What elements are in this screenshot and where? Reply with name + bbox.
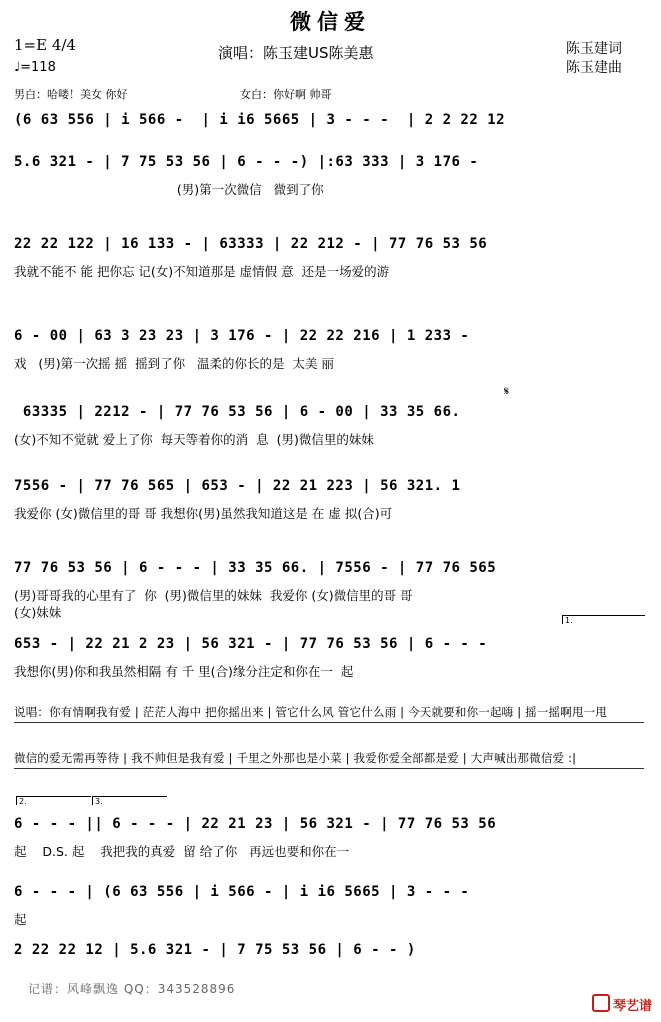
logo-icon	[592, 994, 610, 1012]
lyric-line: 我爱你 (女)微信里的哥 哥 我想你(男)虽然我知道这是 在 虚 拟(合)可	[14, 506, 393, 521]
volta-3: 3.	[92, 796, 167, 805]
lyric-line-female: (女)妹妹	[14, 605, 62, 620]
lyric-line: (男)哥哥我的心里有了 你 (男)微信里的妹妹 我爱你 (女)微信里的哥 哥	[14, 588, 413, 603]
score-system-6	[14, 478, 646, 521]
volta-1: 1.	[562, 615, 645, 624]
score-system-7	[14, 560, 646, 620]
score-system-5	[14, 404, 646, 447]
notation-line: 7556 - | 77 76 565 | 653 - | 22 21 223 | 56 321. 1	[14, 478, 461, 494]
lyric-line: 戏 (男)第一次摇 摇 摇到了你 温柔的你长的是 太美 丽	[14, 356, 334, 371]
lyricist-credit: 陈玉建词	[566, 41, 622, 57]
notation-line: (6 63 556 | i 566 - | i i6 5665 | 3 - - - | 2 2 22 12	[14, 112, 506, 128]
notation-line: 2 22 22 12 | 5.6 321 - | 7 75 53 56 | 6 - - )	[14, 942, 416, 958]
composer-credit: 陈玉建曲	[566, 60, 622, 76]
site-logo	[592, 994, 652, 1014]
singer-credit: 演唱：陈玉建US陈美惠	[218, 44, 374, 62]
female-spoken-intro: 女白：你好啊 帅哥	[240, 88, 332, 101]
notation-line: 6 - - - || 6 - - - | 22 21 23 | 56 321 - | 77 76 53 56	[14, 816, 497, 832]
segno-sign: 𝄋	[504, 384, 510, 398]
score-system-9	[14, 816, 646, 859]
lyric-line: 我想你(男)你和我虽然相隔 有 千 里(合)缘分注定和你在一 起	[14, 664, 354, 679]
rap-line-2: 微信的爱无需再等待 | 我不帅但是我有爱 | 千里之外那也是小菜 | 我爱你爱全部都是爱 | 大声喊出那微信爱 :|	[14, 751, 577, 765]
score-system-4	[14, 328, 646, 371]
notation-line: 653 - | 22 21 2 23 | 56 321 - | 77 76 53 56 | 6 - - -	[14, 636, 488, 652]
lyric-line: 我就不能不 能 把你忘 记(女)不知道那是 虚情假 意 还是一场爱的游	[14, 264, 390, 279]
lyric-line: 起	[14, 912, 27, 927]
lyric-line: 起 D.S. 起 我把我的真爱 留 给了你 再远也要和你在一	[14, 844, 350, 859]
notation-line: 77 76 53 56 | 6 - - - | 33 35 66. | 7556 - | 77 76 565	[14, 560, 497, 576]
key-signature: 1=E 4/4	[14, 36, 76, 54]
volta-2: 2.	[16, 796, 91, 805]
lyric-line: (女)不知不觉就 爱上了你 每天等着你的消 息 (男)微信里的妹妹	[14, 432, 374, 447]
score-system-2	[14, 154, 646, 197]
score-system-3	[14, 236, 646, 279]
rap-divider	[14, 768, 644, 769]
rap-divider	[14, 722, 644, 723]
notation-line: 6 - 00 | 63 3 23 23 | 3 176 - | 22 22 216 | 1 233 -	[14, 328, 470, 344]
song-title: 微信爱	[290, 10, 371, 34]
notation-line: 6 - - - | (6 63 556 | i 566 - | i i6 5665 | 3 - - -	[14, 884, 470, 900]
score-system-8	[14, 636, 646, 679]
notation-line: 5.6 321 - | 7 75 53 56 | 6 - - -) |:63 333 | 3 176 -	[14, 154, 479, 170]
tempo-marking: ♩=118	[14, 60, 56, 75]
rap-line-1: 说唱：你有情啊我有爱 | 茫茫人海中 把你摇出来 | 管它什么风 管它什么雨 | 今天就要和你一起嗨 | 摇一摇啊甩一甩	[14, 705, 608, 719]
transcriber-credit: 记谱：风峰飘逸 QQ：343528896	[28, 982, 236, 996]
male-spoken-intro: 男白：哈喽！美女 你好	[14, 88, 128, 101]
score-system-1	[14, 112, 646, 146]
notation-line: 22 22 122 | 16 133 - | 63333 | 22 212 - | 77 76 53 56	[14, 236, 488, 252]
score-system-11	[14, 942, 646, 976]
score-system-10	[14, 884, 646, 927]
notation-line: 63335 | 2212 - | 77 76 53 56 | 6 - 00 | 33 35 66.	[14, 404, 461, 420]
lyric-line: (男)第一次微信 微到了你	[14, 182, 324, 197]
logo-text: 琴艺谱	[613, 999, 653, 1014]
